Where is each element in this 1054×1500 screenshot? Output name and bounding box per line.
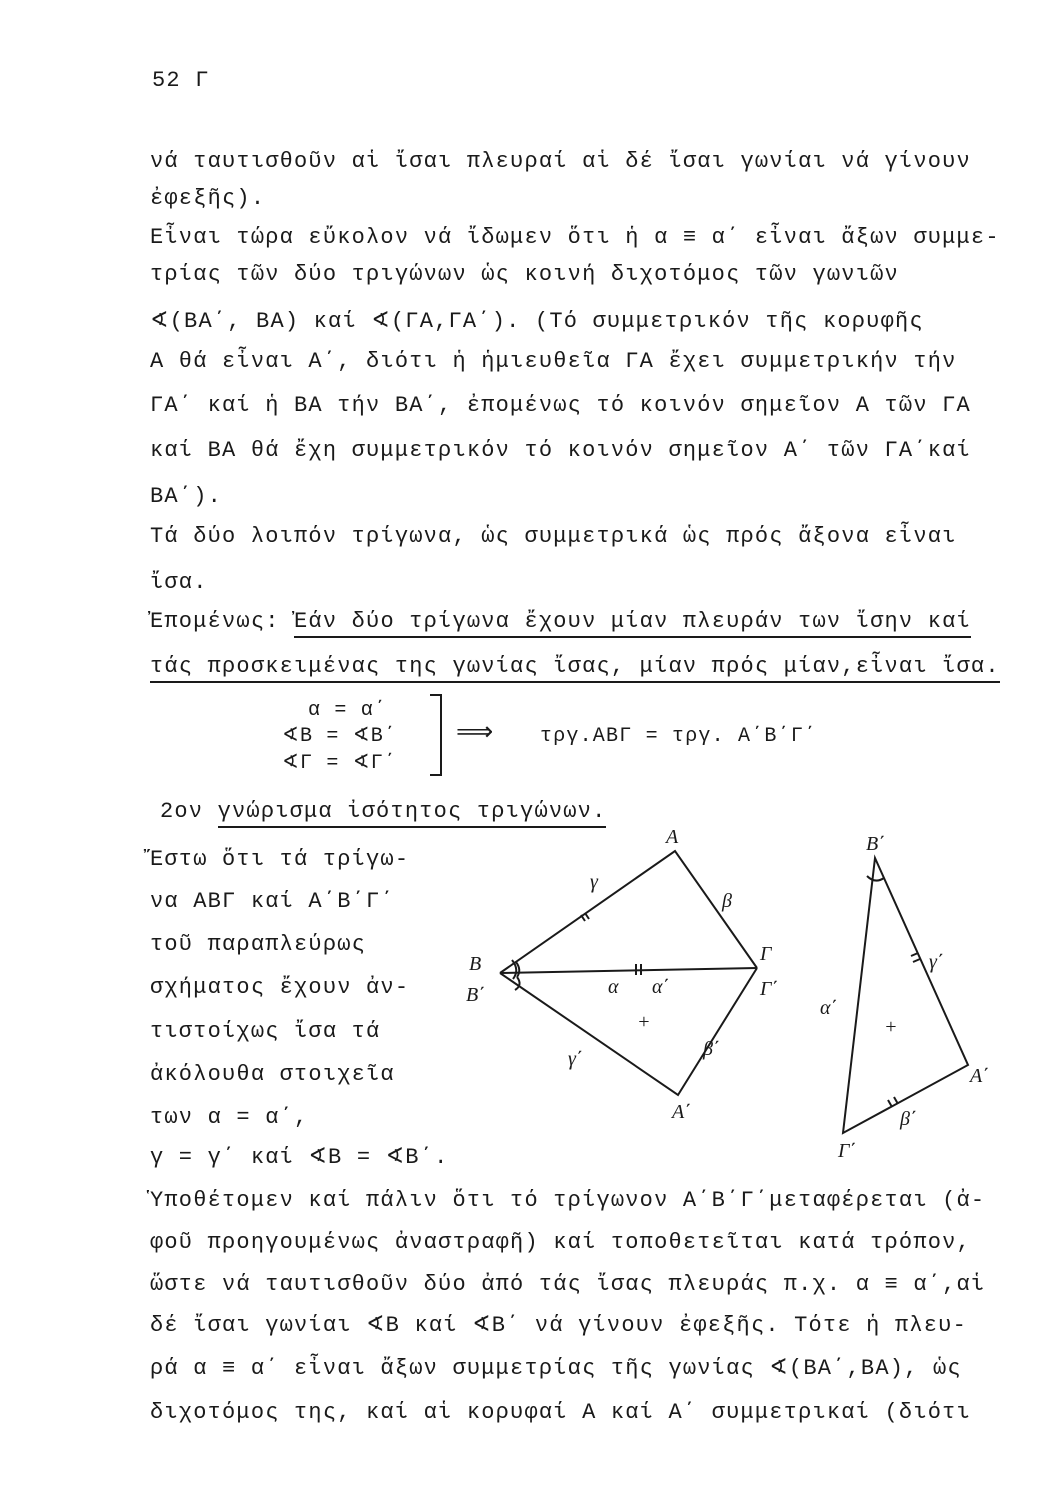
text-line: Τά δύο λοιπόν τρίγωνα, ὡς συμμετρικά ὡς πρός ἄξονα εἶναι <box>150 524 957 549</box>
label-B: Β <box>469 953 482 975</box>
text-line: τιστοίχως ἴσα τά <box>150 1019 381 1044</box>
section-number: 2ον <box>160 799 218 824</box>
text-line: Ἔστω ὅτι τά τρίγω- <box>150 847 410 872</box>
text-line: Εἶναι τώρα εὔκολον νά ἴδωμεν ὅτι ἡ α ≡ α΄ εἶναι ἄξων συμμε- <box>150 225 1000 250</box>
label-beta-prime-2: β΄ <box>900 1108 917 1130</box>
text-line: ΒΑ΄). <box>150 484 223 509</box>
label-alpha-prime-2: α΄ <box>820 997 838 1019</box>
label-G-prime-2: Γ΄ <box>838 1140 857 1162</box>
text-line: φοῦ προηγουμένως ἀναστραφῆ) καί τοποθετεῖται κατά τρόπον, <box>150 1230 971 1255</box>
label-alpha-prime: α΄ <box>652 976 670 998</box>
triangle-B2A2G2 <box>843 858 968 1133</box>
label-A-prime: Α΄ <box>672 1101 691 1123</box>
label-G: Γ <box>760 943 772 965</box>
triangle-A2B2G2 <box>500 968 757 1095</box>
text-line: καί ΒΑ θά ἔχη συμμετρικόν τό κοινόν σημεῖον Α΄ τῶν ΓΑ΄καί <box>150 438 971 463</box>
conclusion: τργ.ΑΒΓ = τργ. Α΄Β΄Γ΄ <box>540 725 818 748</box>
text-line: ὥστε νά ταυτισθοῦν δύο ἀπό τάς ἴσας πλευράς π.χ. α ≡ α΄,αἱ <box>150 1272 986 1297</box>
label-G-prime: Γ΄ <box>760 978 779 1000</box>
label-A: Α <box>666 826 679 848</box>
label-plus-2: + <box>884 1016 898 1038</box>
therefore-label: Ἐπομένως: <box>150 609 295 634</box>
text-line: των α = α΄, <box>150 1105 309 1130</box>
text-line: νά ταυτισθοῦν αἱ ἴσαι πλευραί αἱ δέ ἴσαι γωνίαι νά γίνουν <box>150 149 971 174</box>
side-alpha <box>500 968 757 973</box>
triangle-ABG <box>500 851 757 973</box>
text-line: ἴσα. <box>150 570 208 595</box>
text-line: δέ ἴσαι γωνίαι ∢Β καί ∢Β΄ νά γίνουν ἐφεξῆς. Τότε ἡ πλευ- <box>150 1313 967 1338</box>
implies-arrow: ⟹ <box>456 718 495 748</box>
label-alpha: α <box>608 976 619 998</box>
label-gamma-prime-2: γ΄ <box>929 951 944 973</box>
condition-3: ∢Γ = ∢Γ΄ <box>282 752 398 775</box>
text-line: γ = γ΄ καί ∢Β = ∢Β΄. <box>150 1145 449 1170</box>
label-B-prime: Β΄ <box>466 984 485 1006</box>
label-gamma: γ <box>590 871 598 893</box>
label-gamma-prime: γ΄ <box>568 1048 583 1070</box>
label-beta-prime: β΄ <box>703 1038 720 1060</box>
text-line: ρά α ≡ α΄ εἶναι ἄξων συμμετρίας τῆς γωνίας ∢(ΒΑ΄,ΒΑ), ὡς <box>150 1356 962 1381</box>
text-line: Α θά εἶναι Α΄, διότι ἡ ἡμιευθεῖα ΓΑ ἔχει συμμετρικήν τήν <box>150 349 957 374</box>
label-A-prime-2: Α΄ <box>970 1065 989 1087</box>
page-number: 52 Γ <box>152 68 210 93</box>
condition-2: ∢Β = ∢Β΄ <box>282 725 398 748</box>
text-line: ἀκόλουθα στοιχεῖα <box>150 1062 395 1087</box>
text-line: τοῦ παραπλεύρως <box>150 932 367 957</box>
label-B-prime-2: Β΄ <box>866 833 885 855</box>
label-plus: + <box>637 1011 651 1033</box>
section-title: γνώρισμα ἰσότητος τριγώνων. <box>218 799 607 828</box>
text-line: σχήματος ἔχουν ἀν- <box>150 975 410 1000</box>
text-line: ἐφεξῆς). <box>150 186 266 211</box>
text-line: διχοτόμος της, καί αἱ κορυφαί Α καί Α΄ συμμετρικαί (διότι <box>150 1400 971 1425</box>
text-line: τρίας τῶν δύο τριγώνων ὡς κοινή διχοτόμος τῶν γωνιῶν <box>150 262 899 287</box>
condition-1: α = α΄ <box>308 699 388 722</box>
theorem-text: Ἐάν δύο τρίγωνα ἔχουν μίαν πλευράν των ἴσην καί <box>294 609 971 638</box>
text-line: να ΑΒΓ καί Α΄Β΄Γ΄ <box>150 889 395 914</box>
text-line: ∢(ΒΑ΄, ΒΑ) καί ∢(ΓΑ,ΓΑ΄). (Τό συμμετρικόν τῆς κορυφῆς <box>150 309 924 334</box>
theorem-text: τάς προσκειμένας της γωνίας ἴσας, μίαν πρός μίαν,εἶναι ἴσα. <box>150 654 1000 683</box>
label-beta: β <box>722 890 732 912</box>
text-line: ΓΑ΄ καί ἡ ΒΑ τήν ΒΑ΄, ἐπομένως τό κοινόν σημεῖον Α τῶν ΓΑ <box>150 393 971 418</box>
text-line: Ὑποθέτομεν καί πάλιν ὅτι τό τρίγωνον Α΄Β΄Γ΄μεταφέρεται (ἀ- <box>150 1188 986 1213</box>
